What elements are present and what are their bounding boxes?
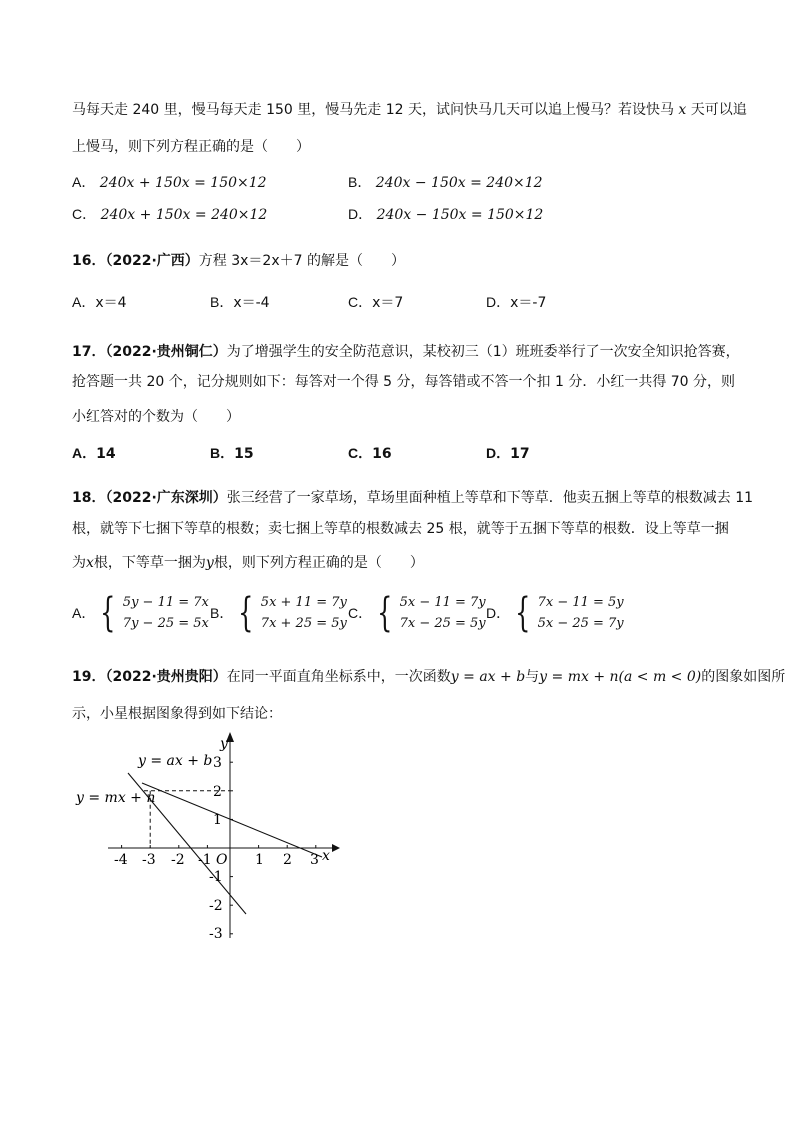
q18-number: 18．	[72, 490, 106, 506]
q15-stem-line2: 上慢马，则下列方程正确的是（ ）	[72, 139, 310, 155]
q18-stem-line2: 根，就等下七捆下等草的根数；卖七捆上等草的根数减去 25 根，就等于五捆下等草的根数．设上等草一捆	[72, 521, 729, 537]
x-tick-label: 3	[310, 852, 319, 868]
q18-option-b[interactable]: B． { 5x + 11 = 7y 7x + 25 = 5y	[210, 590, 347, 636]
q15-option-d[interactable]: D． 240x − 150x = 150×12	[348, 206, 544, 223]
q19-number: 19．	[72, 669, 106, 685]
q16-option-d[interactable]: D．x＝-7	[486, 294, 547, 311]
q16-number: 16．	[72, 253, 106, 269]
q16-stem	[72, 251, 405, 271]
q18-stem-line3: 为x根，下等草一捆为y根，则下列方程正确的是（ ）	[72, 555, 424, 571]
y-axis-label: y	[220, 736, 228, 752]
y-tick-label: -1	[209, 869, 223, 885]
x-tick-label: -2	[171, 852, 185, 868]
q17-option-a[interactable]: A．14	[72, 445, 116, 462]
q17-option-d[interactable]: D．17	[486, 445, 530, 462]
y-tick-label: -2	[209, 898, 223, 914]
q15-option-a[interactable]: A． 240x + 150x = 150×12	[72, 174, 267, 191]
y-tick-label: -3	[209, 926, 223, 942]
q17-stem-line3: 小红答对的个数为（ ）	[72, 409, 240, 425]
q19-stem-line2: 示，小星根据图象得到如下结论：	[72, 706, 282, 722]
q19-source: （2022·贵州贵阳）	[105, 669, 227, 685]
left-brace-icon: {	[238, 590, 254, 636]
y-tick-label: 2	[213, 784, 222, 800]
q17-option-b[interactable]: B．15	[210, 445, 254, 462]
q18-option-d[interactable]: D． { 7x − 11 = 5y 5x − 25 = 7y	[486, 590, 624, 636]
x-tick-label: -1	[198, 852, 212, 868]
x-tick-label: -4	[114, 852, 128, 868]
q19-stem-line1: 19．（2022·贵州贵阳）在同一平面直角坐标系中，一次函数y = ax + b与y = mx + n(a < m < 0)的图象如图所	[72, 669, 786, 685]
q17-stem-line1: 17．（2022·贵州铜仁）为了增强学生的安全防范意识，某校初三（1）班班委举行了一次安全知识抢答赛，	[72, 344, 740, 360]
q16-option-a[interactable]: A．x＝4	[72, 294, 127, 311]
x-tick-label: 2	[283, 852, 292, 868]
q18-source: （2022·广东深圳）	[105, 490, 227, 506]
q17-stem-line2: 抢答题一共 20 个，记分规则如下：每答对一个得 5 分，每答错或不答一个扣 1 分．小红一共得 70 分，则	[72, 374, 736, 390]
q15-option-a-eq: 240x + 150x = 150×12	[99, 175, 267, 191]
q16-option-c[interactable]: C．x＝7	[348, 294, 404, 311]
left-brace-icon: {	[100, 590, 116, 636]
left-brace-icon: {	[515, 590, 531, 636]
origin-label: O	[216, 852, 228, 868]
q15-stem-line1	[72, 100, 747, 120]
q15-variable: x	[678, 102, 687, 118]
coordinate-graph	[70, 728, 350, 948]
label-line-mx-plus-n: y = mx + n	[76, 790, 156, 806]
q17-source: （2022·贵州铜仁）	[105, 344, 227, 360]
x-tick-label: -3	[142, 852, 156, 868]
left-brace-icon: {	[377, 590, 393, 636]
line-mx-plus-n	[142, 783, 322, 857]
q15-option-b-eq: 240x − 150x = 240×12	[375, 175, 543, 191]
q18-option-c[interactable]: C． { 5x − 11 = 7y 7x − 25 = 5y	[348, 590, 486, 636]
x-axis-arrow-icon	[332, 844, 340, 852]
q16-option-b[interactable]: B．x＝-4	[210, 294, 270, 311]
x-tick-label: 1	[255, 852, 264, 868]
q17-option-c[interactable]: C．16	[348, 445, 392, 462]
q15-stem-part-a: 马每天走 240 里，慢马每天走 150 里，慢马先走 12 天，试问快马几天可以追上慢马？若设快马	[72, 102, 679, 118]
q16-source: （2022·广西）	[105, 253, 199, 269]
label-line-ax-plus-b: y = ax + b	[138, 753, 213, 769]
q15-stem-part-b: 天可以追	[686, 102, 747, 118]
q17-number: 17．	[72, 344, 106, 360]
y-tick-label: 3	[213, 755, 222, 771]
q18-stem-line1: 18．（2022·广东深圳）张三经营了一家草场，草场里面种植上等草和下等草．他卖五捆上等草的根数减去 11	[72, 490, 754, 506]
y-tick-label: 1	[213, 812, 222, 828]
x-axis-label: x	[322, 848, 330, 864]
q16-stem-text: 方程 3x＝2x＋7 的解是（ ）	[198, 253, 405, 269]
q15-option-d-eq: 240x − 150x = 150×12	[376, 207, 544, 223]
q15-option-c[interactable]: C． 240x + 150x = 240×12	[72, 206, 268, 223]
q15-option-b[interactable]: B． 240x − 150x = 240×12	[348, 174, 543, 191]
q15-option-c-eq: 240x + 150x = 240×12	[100, 207, 268, 223]
q18-option-a[interactable]: A． { 5y − 11 = 7x 7y − 25 = 5x	[72, 590, 209, 636]
